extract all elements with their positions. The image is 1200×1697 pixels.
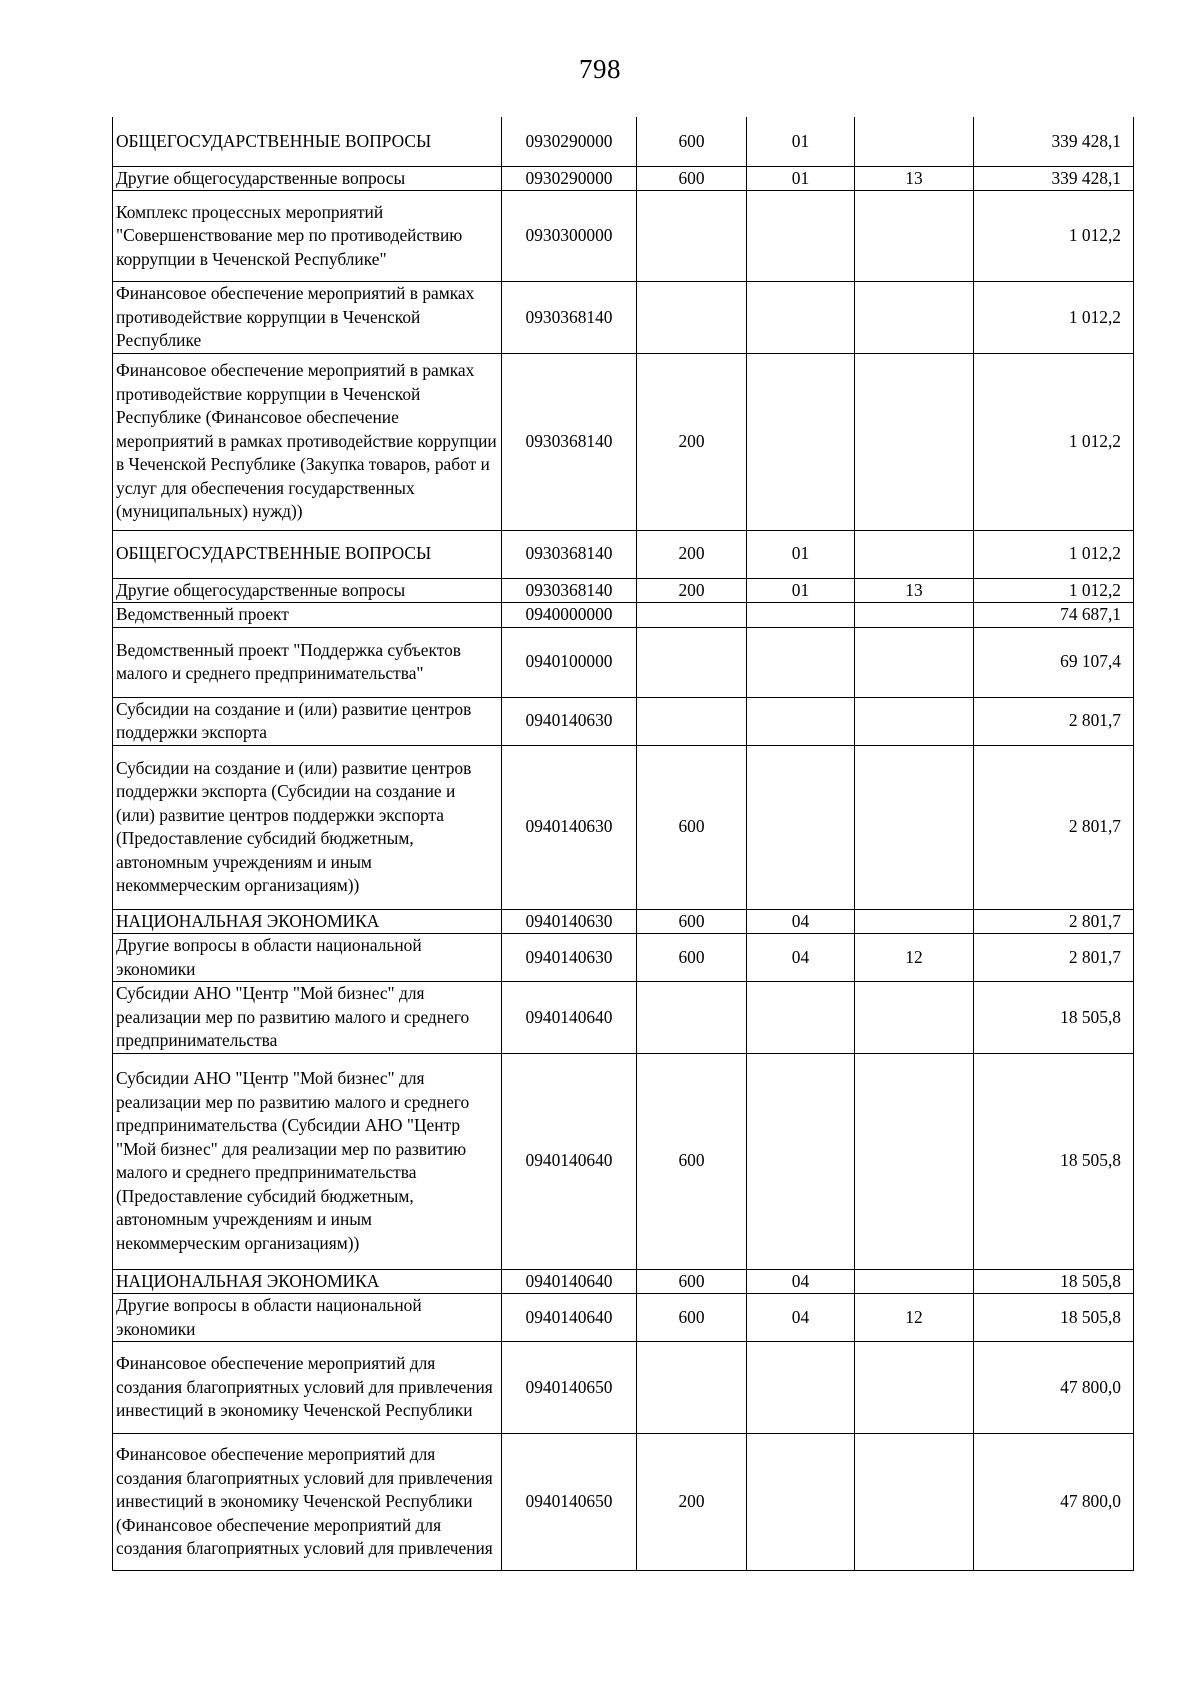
- row-name-cell: Финансовое обеспечение мероприятий в рамках противодействие коррупции в Чеченской Республике (Финансовое обеспечение мероприятий в рамках противодействие коррупции в Чеченской Республике (Закупка товаров, работ и услуг для обеспечения государственных (муниципальных) нужд)): [113, 353, 502, 530]
- row-target-article-cell: 0940140640: [502, 1269, 637, 1294]
- row-target-article-cell: 0940140630: [502, 909, 637, 934]
- row-subsection-cell: [855, 909, 974, 934]
- table-row: [113, 1434, 1134, 1571]
- row-section-cell: 01: [747, 166, 855, 191]
- row-name-cell: Субсидии на создание и (или) развитие центров поддержки экспорта (Субсидии на создание и (или) развитие центров поддержки экспорта (Предоставление субсидий бюджетным, автономным учреждениям и иным некоммерческим организациям)): [113, 745, 502, 909]
- row-section-cell: [747, 353, 855, 530]
- table-row: [113, 282, 1134, 354]
- row-amount-cell: 2 801,7: [974, 697, 1134, 745]
- row-amount-cell: 2 801,7: [974, 934, 1134, 982]
- row-expense-type-cell: 200: [637, 530, 747, 578]
- row-name-cell: Ведомственный проект: [113, 603, 502, 628]
- table-row: [113, 191, 1134, 282]
- row-amount-cell: 339 428,1: [974, 117, 1134, 166]
- row-expense-type-cell: 600: [637, 934, 747, 982]
- row-amount-cell: 2 801,7: [974, 745, 1134, 909]
- row-name-cell: ОБЩЕГОСУДАРСТВЕННЫЕ ВОПРОСЫ: [113, 530, 502, 578]
- row-subsection-cell: [855, 603, 974, 628]
- row-amount-cell: 1 012,2: [974, 353, 1134, 530]
- row-name-cell: ОБЩЕГОСУДАРСТВЕННЫЕ ВОПРОСЫ: [113, 117, 502, 166]
- row-section-cell: 01: [747, 530, 855, 578]
- row-subsection-cell: [855, 1269, 974, 1294]
- row-expense-type-cell: [637, 982, 747, 1054]
- row-subsection-cell: [855, 697, 974, 745]
- row-expense-type-cell: 600: [637, 909, 747, 934]
- row-amount-cell: 74 687,1: [974, 603, 1134, 628]
- row-expense-type-cell: [637, 697, 747, 745]
- row-subsection-cell: [855, 627, 974, 697]
- row-subsection-cell: [855, 982, 974, 1054]
- row-name-cell: Субсидии АНО "Центр "Мой бизнес" для реализации мер по развитию малого и среднего предпринимательства (Субсидии АНО "Центр "Мой бизнес" для реализации мер по развитию малого и среднего предпринимательства (Предоставление субсидий бюджетным, автономным учреждениям и иным некоммерческим организациям)): [113, 1053, 502, 1269]
- row-expense-type-cell: [637, 627, 747, 697]
- row-expense-type-cell: 600: [637, 1294, 747, 1342]
- row-name-cell: Другие общегосударственные вопросы: [113, 578, 502, 603]
- row-section-cell: [747, 697, 855, 745]
- row-target-article-cell: 0930300000: [502, 191, 637, 282]
- row-amount-cell: 339 428,1: [974, 166, 1134, 191]
- row-section-cell: [747, 1434, 855, 1571]
- table-row: [113, 1342, 1134, 1434]
- row-subsection-cell: [855, 1434, 974, 1571]
- row-amount-cell: 1 012,2: [974, 530, 1134, 578]
- table-row: [113, 117, 1134, 166]
- row-target-article-cell: 0940000000: [502, 603, 637, 628]
- row-amount-cell: 18 505,8: [974, 982, 1134, 1054]
- row-name-cell: Финансовое обеспечение мероприятий для создания благоприятных условий для привлечения инвестиций в экономику Чеченской Республики (Финансовое обеспечение мероприятий для создания благоприятных условий для привлечения: [113, 1434, 502, 1571]
- row-section-cell: 04: [747, 1269, 855, 1294]
- row-target-article-cell: 0930290000: [502, 166, 637, 191]
- row-target-article-cell: 0930368140: [502, 578, 637, 603]
- table-row: [113, 934, 1134, 982]
- row-section-cell: [747, 191, 855, 282]
- row-target-article-cell: 0930368140: [502, 353, 637, 530]
- row-section-cell: 04: [747, 909, 855, 934]
- row-subsection-cell: [855, 191, 974, 282]
- row-section-cell: 04: [747, 934, 855, 982]
- row-target-article-cell: 0930368140: [502, 530, 637, 578]
- row-amount-cell: 47 800,0: [974, 1342, 1134, 1434]
- row-amount-cell: 2 801,7: [974, 909, 1134, 934]
- row-subsection-cell: 12: [855, 934, 974, 982]
- row-amount-cell: 1 012,2: [974, 282, 1134, 354]
- row-expense-type-cell: 600: [637, 117, 747, 166]
- row-amount-cell: 18 505,8: [974, 1269, 1134, 1294]
- row-name-cell: НАЦИОНАЛЬНАЯ ЭКОНОМИКА: [113, 909, 502, 934]
- row-expense-type-cell: [637, 282, 747, 354]
- row-subsection-cell: [855, 745, 974, 909]
- row-expense-type-cell: 600: [637, 166, 747, 191]
- row-target-article-cell: 0940140650: [502, 1434, 637, 1571]
- row-subsection-cell: [855, 1053, 974, 1269]
- row-section-cell: 04: [747, 1294, 855, 1342]
- budget-table: [112, 117, 1134, 1571]
- row-section-cell: 01: [747, 117, 855, 166]
- row-subsection-cell: [855, 353, 974, 530]
- row-expense-type-cell: [637, 1342, 747, 1434]
- row-amount-cell: 47 800,0: [974, 1434, 1134, 1571]
- page-number: 798: [579, 54, 621, 84]
- table-row: [113, 697, 1134, 745]
- row-name-cell: Субсидии АНО "Центр "Мой бизнес" для реализации мер по развитию малого и среднего предпринимательства: [113, 982, 502, 1054]
- row-subsection-cell: 13: [855, 578, 974, 603]
- table-row: [113, 1053, 1134, 1269]
- row-target-article-cell: 0940100000: [502, 627, 637, 697]
- row-expense-type-cell: 600: [637, 745, 747, 909]
- row-name-cell: Субсидии на создание и (или) развитие центров поддержки экспорта: [113, 697, 502, 745]
- table-row: [113, 530, 1134, 578]
- table-row: [113, 627, 1134, 697]
- row-expense-type-cell: [637, 603, 747, 628]
- budget-table-body: [113, 117, 1134, 1571]
- row-target-article-cell: 0940140630: [502, 934, 637, 982]
- table-row: [113, 578, 1134, 603]
- row-expense-type-cell: 200: [637, 353, 747, 530]
- row-amount-cell: 18 505,8: [974, 1053, 1134, 1269]
- row-amount-cell: 69 107,4: [974, 627, 1134, 697]
- row-target-article-cell: 0940140640: [502, 982, 637, 1054]
- row-section-cell: [747, 603, 855, 628]
- row-section-cell: [747, 1053, 855, 1269]
- row-name-cell: Финансовое обеспечение мероприятий в рамках противодействие коррупции в Чеченской Республике: [113, 282, 502, 354]
- row-subsection-cell: 12: [855, 1294, 974, 1342]
- row-target-article-cell: 0940140630: [502, 745, 637, 909]
- row-expense-type-cell: [637, 191, 747, 282]
- row-name-cell: НАЦИОНАЛЬНАЯ ЭКОНОМИКА: [113, 1269, 502, 1294]
- row-name-cell: Комплекс процессных мероприятий "Совершенствование мер по противодействию коррупции в Чеченской Республике": [113, 191, 502, 282]
- row-name-cell: Другие вопросы в области национальной экономики: [113, 934, 502, 982]
- row-name-cell: Другие общегосударственные вопросы: [113, 166, 502, 191]
- row-subsection-cell: [855, 282, 974, 354]
- row-target-article-cell: 0940140640: [502, 1294, 637, 1342]
- row-expense-type-cell: 600: [637, 1269, 747, 1294]
- row-expense-type-cell: 200: [637, 578, 747, 603]
- row-target-article-cell: 0940140650: [502, 1342, 637, 1434]
- row-amount-cell: 1 012,2: [974, 578, 1134, 603]
- row-expense-type-cell: 600: [637, 1053, 747, 1269]
- row-subsection-cell: 13: [855, 166, 974, 191]
- table-row: [113, 745, 1134, 909]
- row-target-article-cell: 0930290000: [502, 117, 637, 166]
- row-name-cell: Другие вопросы в области национальной экономики: [113, 1294, 502, 1342]
- table-row: [113, 1294, 1134, 1342]
- row-section-cell: [747, 982, 855, 1054]
- row-section-cell: [747, 627, 855, 697]
- row-target-article-cell: 0930368140: [502, 282, 637, 354]
- row-expense-type-cell: 200: [637, 1434, 747, 1571]
- row-section-cell: [747, 282, 855, 354]
- table-row: [113, 909, 1134, 934]
- table-row: [113, 166, 1134, 191]
- row-subsection-cell: [855, 1342, 974, 1434]
- table-row: [113, 1269, 1134, 1294]
- row-section-cell: 01: [747, 578, 855, 603]
- row-amount-cell: 18 505,8: [974, 1294, 1134, 1342]
- row-amount-cell: 1 012,2: [974, 191, 1134, 282]
- row-name-cell: Финансовое обеспечение мероприятий для создания благоприятных условий для привлечения инвестиций в экономику Чеченской Республики: [113, 1342, 502, 1434]
- table-row: [113, 982, 1134, 1054]
- table-row: [113, 353, 1134, 530]
- row-target-article-cell: 0940140630: [502, 697, 637, 745]
- row-section-cell: [747, 745, 855, 909]
- row-name-cell: Ведомственный проект "Поддержка субъектов малого и среднего предпринимательства": [113, 627, 502, 697]
- row-subsection-cell: [855, 530, 974, 578]
- row-target-article-cell: 0940140640: [502, 1053, 637, 1269]
- row-section-cell: [747, 1342, 855, 1434]
- row-subsection-cell: [855, 117, 974, 166]
- table-row: [113, 603, 1134, 628]
